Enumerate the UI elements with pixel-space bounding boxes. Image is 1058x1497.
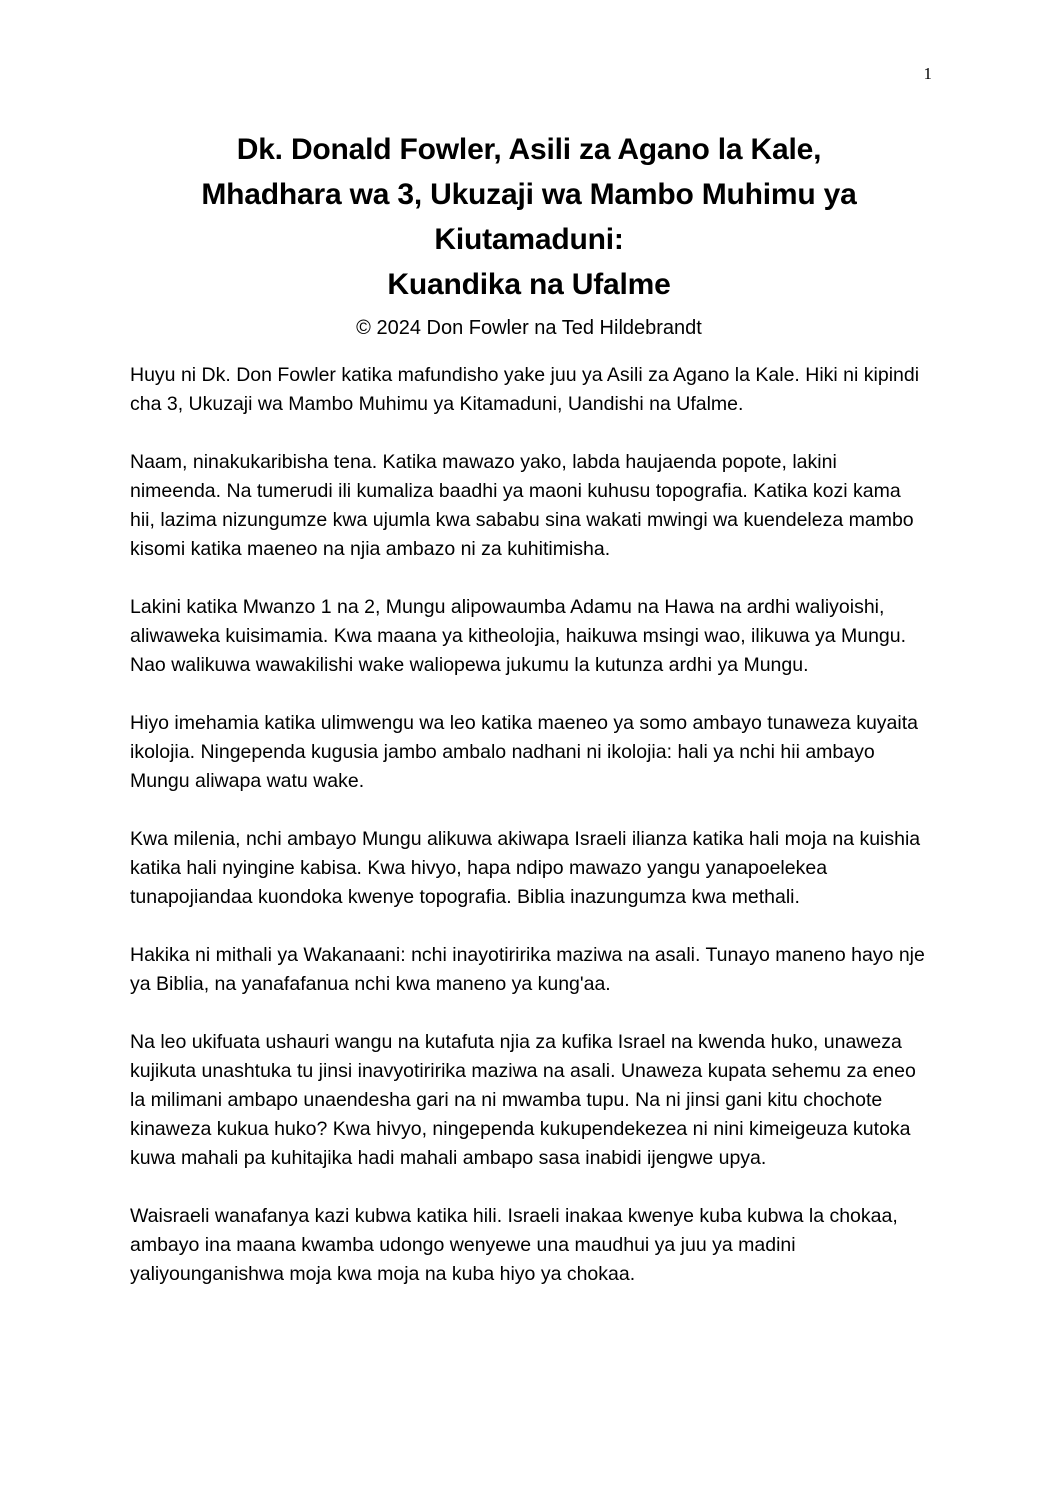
paragraph: Na leo ukifuata ushauri wangu na kutafuta njia za kufika Israel na kwenda huko, unaweza kujikuta unashtuka tu jinsi inavyotiririka maziwa na asali. Unaweza kupata sehemu za eneo la milimani ambapo unaendesha gari na ni mwamba tupu. Na ni jinsi gani kitu chochote kinaweza kukua huko? Kwa hivyo, ningependa kukupendekezea ni nini kimeigeuza kutoka kuwa mahali pa kuhitajika hadi mahali ambapo sasa inabidi ijengwe upya.: [130, 1031, 916, 1169]
document-header: [0, 127, 1058, 341]
paragraph: Lakini katika Mwanzo 1 na 2, Mungu alipowaumba Adamu na Hawa na ardhi waliyoishi, aliwaweka kuisimamia. Kwa maana ya kitheolojia, haikuwa msingi wao, ilikuwa ya Mungu. Nao walikuwa wawakilishi wake waliopewa jukumu la kutunza ardhi ya Mungu.: [130, 596, 907, 676]
title-line-3: Kiutamaduni:: [434, 223, 624, 256]
document-body: [130, 361, 930, 1318]
paragraph: Hakika ni mithali ya Wakanaani: nchi inayotiririka maziwa na asali. Tunayo maneno hayo nje ya Biblia, na yanafafanua nchi kwa maneno ya kung'aa.: [130, 944, 925, 995]
title-line-2: Mhadhara wa 3, Ukuzaji wa Mambo Muhimu ya: [201, 178, 857, 211]
copyright-notice: © 2024 Don Fowler na Ted Hildebrandt: [356, 317, 702, 339]
paragraph: Kwa milenia, nchi ambayo Mungu alikuwa akiwapa Israeli ilianza katika hali moja na kuishia katika hali nyingine kabisa. Kwa hivyo, hapa ndipo mawazo yangu yanapoelekea tunapojiandaa kuondoka kwenye topografia. Biblia inazungumza kwa methali.: [130, 828, 921, 908]
paragraph: Hiyo imehamia katika ulimwengu wa leo katika maeneo ya somo ambayo tunaweza kuyaita ikolojia. Ningependa kugusia jambo ambalo nadhani ni ikolojia: hali ya nchi hii ambayo Mungu aliwapa watu wake.: [130, 712, 918, 792]
title-line-4: Kuandika na Ufalme: [387, 268, 671, 301]
paragraph: Huyu ni Dk. Don Fowler katika mafundisho yake juu ya Asili za Agano la Kale. Hiki ni kipindi cha 3, Ukuzaji wa Mambo Muhimu ya Kitamaduni, Uandishi na Ufalme.: [130, 364, 920, 415]
title-line-1: Dk. Donald Fowler, Asili za Agano la Kale,: [236, 133, 822, 166]
paragraph: Naam, ninakukaribisha tena. Katika mawazo yako, labda haujaenda popote, lakini nimeenda. Na tumerudi ili kumaliza baadhi ya maoni kuhusu topografia. Katika kozi kama hii, lazima nizungumze kwa ujumla kwa sababu sina wakati mwingi wa kuendeleza mambo kisomi katika maeneo na njia ambazo ni za kuhitimisha.: [130, 451, 914, 560]
page-number: 1: [923, 64, 932, 83]
paragraph: Waisraeli wanafanya kazi kubwa katika hili. Israeli inakaa kwenye kuba kubwa la chokaa, ambayo ina maana kwamba udongo wenyewe una maudhui ya juu ya madini yaliyounganishwa moja kwa moja na kuba hiyo ya chokaa.: [130, 1205, 898, 1285]
